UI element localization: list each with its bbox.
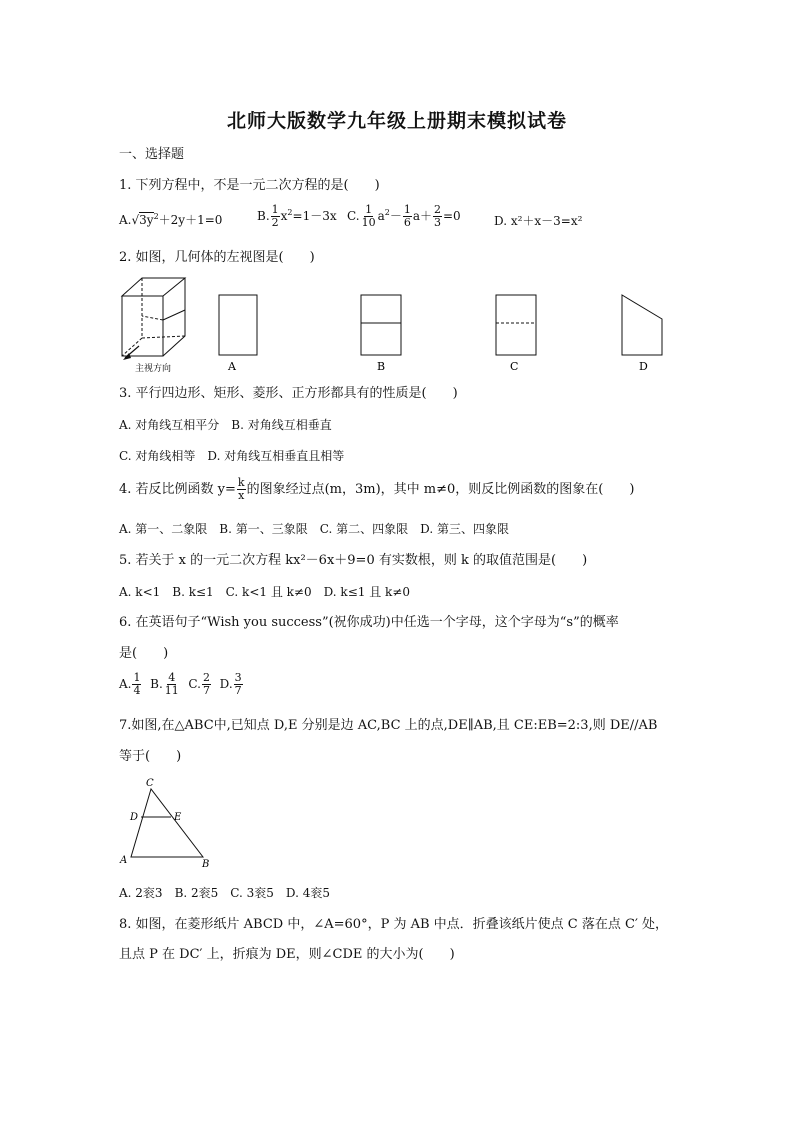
option-label-c: C	[510, 360, 519, 373]
option-label-a: A	[228, 360, 236, 373]
question-7-stem-line-1: 7.如图,在△ABC中,已知点 D,E 分别是边 AC,BC 上的点,DE∥AB,且 CE:EB=2:3,则 DE//AB	[119, 718, 658, 733]
question-1-option-d: D. x²＋x－3=x²	[494, 214, 583, 228]
point-label-a: A	[120, 855, 128, 866]
question-3-options-line-2: C. 对角线相等 D. 对角线互相垂直且相等	[119, 449, 345, 463]
page-title: 北师大版数学九年级上册期末模拟试卷	[226, 110, 567, 132]
question-6-options: A. $\frac{1}{4}$ B. $\frac{4}{11}$ C. $\frac{2}{7}$ D. $\frac{3}{7}$	[119, 671, 242, 697]
option-label-d: D	[639, 360, 648, 373]
question-8-stem-line-1: 8. 如图，在菱形纸片 ABCD 中，∠A=60°，P 为 AB 中点．折叠该纸片使点 C 落在点 C′ 处，	[119, 917, 669, 932]
question-3-options-line-1: A. 对角线互相平分 B. 对角线互相垂直	[119, 418, 332, 432]
option-label-b: B	[377, 360, 386, 373]
question-8-stem-line-2: 且点 P 在 DC′ 上，折痕为 DE，则∠CDE 的大小为( )	[119, 947, 455, 962]
question-5-options: A. k<1 B. k≤1 C. k<1 且 k≠0 D. k≤1 且 k≠0	[119, 585, 410, 599]
solid-figure	[122, 278, 185, 356]
section-heading: 一、选择题	[119, 147, 185, 162]
question-7-stem-line-2: 等于( )	[119, 749, 182, 764]
option-d-figure	[622, 295, 662, 355]
question-6-stem-line-2: 是( )	[119, 646, 169, 661]
question-4-stem: 4. 若反比例函数 y= $\frac{k}{x}$ 的图象经过点(m，3m)，其中 m≠0，则反比例函数的图象在( )	[119, 476, 635, 502]
triangle-abc	[131, 789, 203, 857]
question-5-stem: 5. 若关于 x 的一元二次方程 kx²－6x＋9=0 有实数根，则 k 的取值范围是( )	[119, 553, 588, 568]
triangle-figure	[115, 776, 225, 870]
point-label-d: D	[130, 812, 139, 823]
view-direction-caption: 主视方向	[135, 364, 172, 374]
question-1-option-a: $A.√3y^2+2y+1=0$	[119, 212, 223, 227]
option-b-figure	[361, 295, 401, 355]
point-label-e: E	[174, 812, 182, 823]
question-2-figures	[115, 276, 675, 376]
option-c-figure	[496, 295, 536, 355]
question-4-options: A. 第一、二象限 B. 第一、三象限 C. 第二、四象限 D. 第三、四象限	[119, 522, 509, 536]
question-7-options: A. 2衮3 B. 2衮5 C. 3衮5 D. 4衮5	[119, 886, 331, 900]
question-6-stem-line-1: 6. 在英语句子“Wish you success”(祝你成功)中任选一个字母，这个字母为“s”的概率	[119, 615, 619, 630]
option-a-figure	[219, 295, 257, 355]
question-2-stem: 2. 如图，几何体的左视图是( )	[119, 250, 315, 265]
question-3-stem: 3. 平行四边形、矩形、菱形、正方形都具有的性质是( )	[119, 386, 458, 401]
sqrt-sign: √	[131, 213, 140, 227]
question-1-option-b: B. $\frac{1}{2}$ $x^2=1-3x$	[257, 203, 337, 229]
point-label-b: B	[202, 859, 210, 870]
point-label-c: C	[146, 778, 154, 789]
question-1-stem: 1. 下列方程中，不是一元二次方程的是( )	[119, 178, 380, 193]
question-1-option-c: C. $\frac{1}{10}$ $a^2-$ $\frac{1}{6}$ a＋ $\frac{2}{3}$ =0	[347, 203, 461, 229]
